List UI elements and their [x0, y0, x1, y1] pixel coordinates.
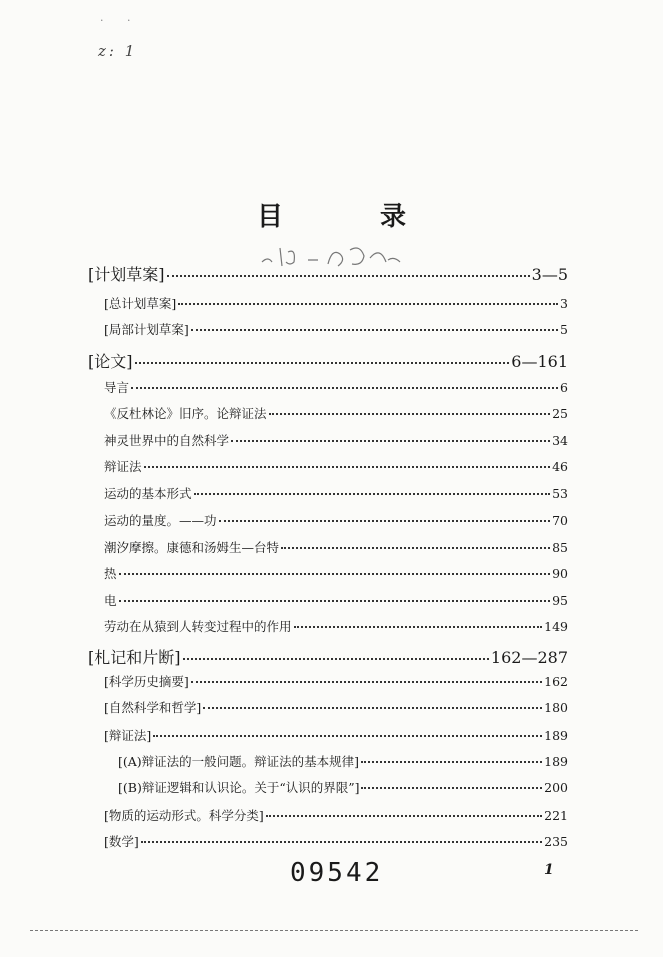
- dot-leader: [361, 787, 542, 789]
- toc-entry: [104, 726, 568, 744]
- toc-entry: [104, 564, 568, 582]
- dot-leader: [141, 841, 542, 843]
- dot-leader: [191, 681, 542, 683]
- toc-entry-page: 53: [552, 486, 568, 501]
- dot-leader: [269, 413, 551, 415]
- toc-entry-page: 95: [552, 593, 568, 608]
- dot-leader: [131, 387, 558, 389]
- toc-entry-page: 235: [544, 834, 568, 849]
- toc-entry-label: 劳动在从猿到人转变过程中的作用: [104, 619, 292, 634]
- toc-entry: [104, 806, 568, 824]
- toc-entry: [104, 832, 568, 850]
- toc-entry: [104, 378, 568, 396]
- toc-entry-label: 运动的量度。——功: [104, 513, 217, 528]
- toc-entry-label: 运动的基本形式: [104, 486, 192, 501]
- dot-leader: [231, 440, 550, 442]
- toc-entry: [104, 431, 568, 449]
- toc-entry-label: [计划草案]: [88, 265, 165, 284]
- toc-entry-page: 85: [552, 540, 568, 555]
- toc-entry-label: [辩证法]: [104, 728, 152, 743]
- toc-entry-page: 6—161: [511, 352, 568, 371]
- toc-entry-page: 200: [544, 780, 568, 795]
- dot-leader: [294, 626, 543, 628]
- dot-leader: [203, 707, 542, 709]
- dot-leader: [191, 329, 558, 331]
- toc-entry: [104, 404, 568, 422]
- toc-entry-label: [总计划草案]: [104, 296, 177, 311]
- toc-entry-page: 221: [544, 808, 568, 823]
- toc-entry: [104, 672, 568, 690]
- dot-leader: [144, 466, 551, 468]
- toc-section: [88, 645, 568, 668]
- dot-leader: [194, 493, 551, 495]
- toc-entry-page: 3: [560, 296, 568, 311]
- toc-entry-label: 导言: [104, 380, 130, 395]
- toc-entry: [104, 511, 568, 529]
- toc-entry-page: 90: [552, 566, 568, 581]
- dot-leader: [183, 658, 489, 660]
- toc-entry: [104, 538, 568, 556]
- dot-leader: [119, 600, 551, 602]
- toc-entry-label: 神灵世界中的自然科学: [104, 433, 230, 448]
- toc-entry-label: [论文]: [88, 352, 133, 371]
- toc-entry: [104, 294, 568, 312]
- toc-section: [88, 349, 568, 372]
- page-title: 目 录: [256, 202, 451, 232]
- dot-leader: [153, 735, 542, 737]
- toc-entry-page: 5: [560, 322, 568, 337]
- dot-leader: [219, 520, 551, 522]
- toc-entry-label: [(B)辩证逻辑和认识论。关于“认识的界限”]: [118, 780, 360, 795]
- toc-entry-page: 70: [552, 513, 568, 528]
- toc-entry-page: 149: [544, 619, 568, 634]
- toc-entry: [118, 778, 568, 796]
- toc-entry-page: 189: [544, 728, 568, 743]
- toc-section: [88, 262, 568, 285]
- toc-entry: [104, 320, 568, 338]
- toc-entry: [118, 752, 568, 770]
- toc-entry-label: 辩证法: [104, 459, 142, 474]
- toc-entry-page: 189: [544, 754, 568, 769]
- toc-entry: [104, 698, 568, 716]
- toc-entry-label: [札记和片断]: [88, 648, 181, 667]
- toc-entry-page: 46: [552, 459, 568, 474]
- toc-entry-page: 6: [560, 380, 568, 395]
- toc-entry-page: 34: [552, 433, 568, 448]
- dot-leader: [281, 547, 550, 549]
- toc-entry: [104, 457, 568, 475]
- dot-leader: [266, 815, 542, 817]
- page-number: 1: [544, 862, 554, 878]
- dot-leader: [119, 573, 551, 575]
- toc-entry-label: [自然科学和哲学]: [104, 700, 202, 715]
- catalog-number: 09542: [290, 858, 384, 888]
- toc-entry-label: 潮汐摩擦。康德和汤姆生—台特: [104, 540, 280, 555]
- toc-entry-label: [数学]: [104, 834, 139, 849]
- dot-leader: [167, 275, 530, 277]
- dot-leader: [178, 303, 558, 305]
- toc-entry-page: 162—287: [490, 648, 568, 667]
- toc-entry-label: 电: [104, 593, 117, 608]
- handwritten-mark: z: 1: [98, 42, 138, 60]
- bottom-rule: [30, 930, 638, 931]
- toc-entry-label: 《反杜林论》旧序。论辩证法: [104, 406, 267, 421]
- dot-leader: [135, 362, 510, 364]
- toc-entry-page: 162: [544, 674, 568, 689]
- toc-entry: [104, 617, 568, 635]
- toc-entry-page: 3—5: [531, 265, 568, 284]
- toc-entry-page: 25: [552, 406, 568, 421]
- toc-entry-page: 180: [544, 700, 568, 715]
- pencil-scribble: · ·: [100, 14, 141, 27]
- toc-entry: [104, 484, 568, 502]
- dot-leader: [361, 761, 542, 763]
- toc-entry-label: [物质的运动形式。科学分类]: [104, 808, 264, 823]
- toc-entry-label: [局部计划草案]: [104, 322, 189, 337]
- toc-entry-label: 热: [104, 566, 117, 581]
- toc-entry-label: [科学历史摘要]: [104, 674, 189, 689]
- toc-entry: [104, 591, 568, 609]
- toc-entry-label: [(A)辩证法的一般问题。辩证法的基本规律]: [118, 754, 360, 769]
